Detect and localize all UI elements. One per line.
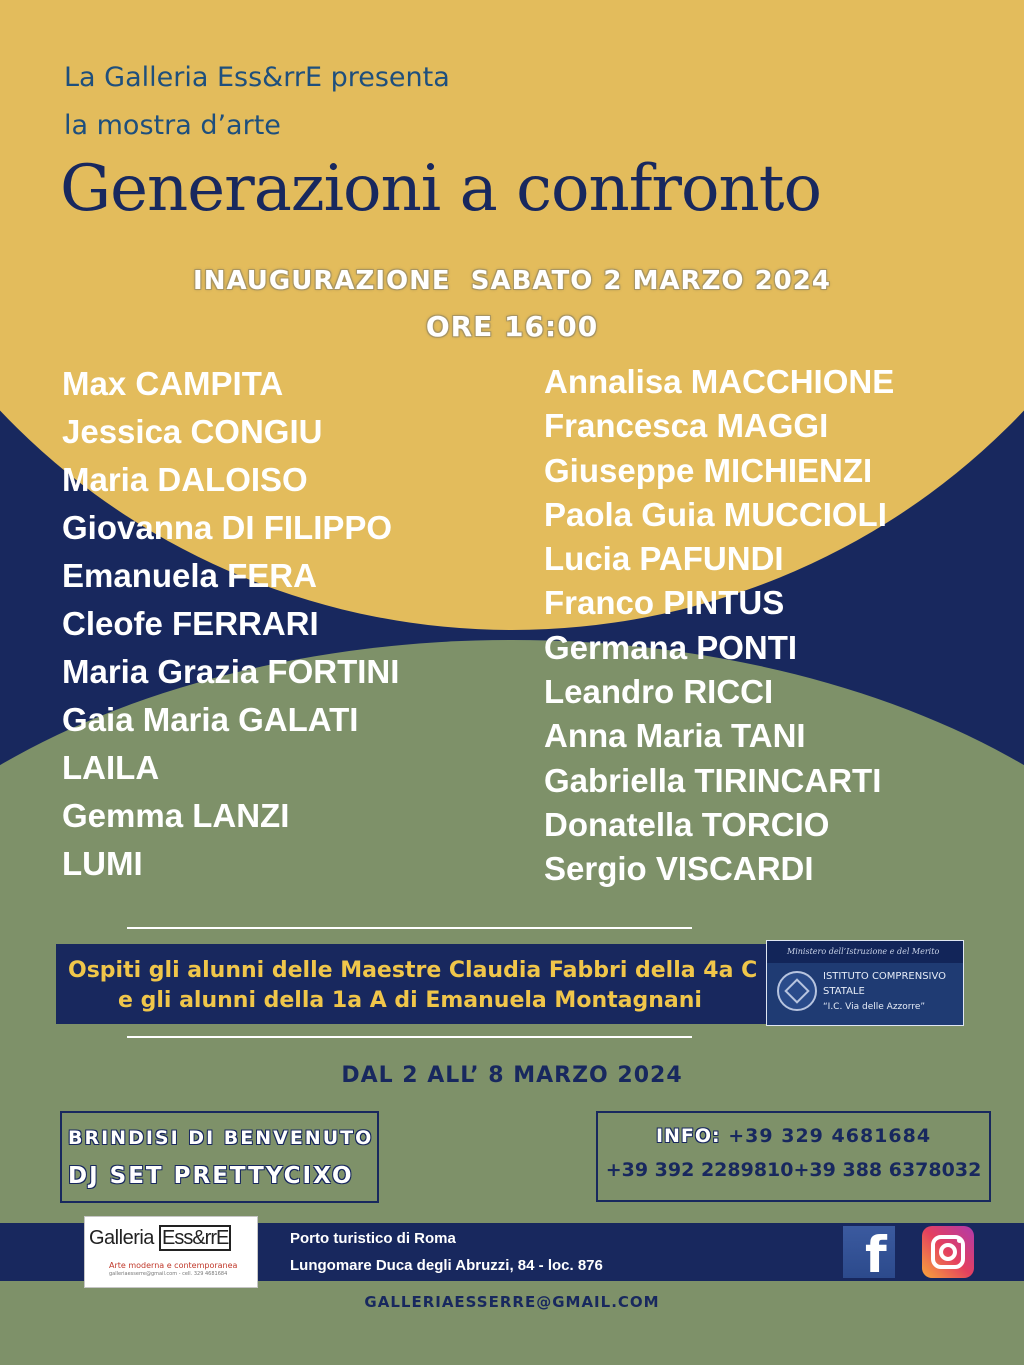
school-name-line-3: “I.C. Via delle Azzorre” [823,1002,926,1012]
guests-banner [56,944,766,1024]
info-phone-1: +39 329 4681684 [728,1125,932,1147]
artist-name: Emanuela FERA [62,557,317,594]
exhibition-title: Generazioni a confronto [60,152,821,226]
artist-name: Francesca MAGGI [544,407,829,445]
logo-contacts: galleriaesserre@gmail.com - cell. 329 4681684 [109,1271,228,1277]
school-badge [766,940,964,1026]
ministry-header: Ministero dell’Istruzione e del Merito [767,941,963,963]
events-box [60,1111,379,1203]
instagram-icon[interactable] [922,1226,974,1278]
guests-line-1: Ospiti gli alunni delle Maestre Claudia Fabbri della 4a C [68,958,758,983]
inauguration-date: SABATO 2 MARZO 2024 [470,266,831,296]
logo-name-part-1: Galleria [89,1227,159,1249]
address-line-2: Lungomare Duca degli Abruzzi, 84 - loc. 876 [290,1257,603,1274]
artist-name: Gemma LANZI [62,797,290,834]
artist-name: LAILA [62,749,160,786]
info-line-1 [598,1125,989,1147]
info-label: INFO: [655,1125,721,1147]
inauguration-time: ORE 16:00 [425,310,599,343]
dj-set: DJ SET PRETTYCIXO [68,1163,354,1189]
inauguration-line [0,266,1024,296]
artist-name: Paola Guia MUCCIOLI [544,495,887,533]
artist-name: Annalisa MACCHIONE [544,363,895,400]
artist-name: Cleofe FERRARI [62,605,319,642]
artist-name: Franco PINTUS [544,584,785,622]
facebook-icon[interactable] [843,1226,895,1284]
intro-line-1: La Galleria Ess&rrE presenta [64,62,450,93]
exhibition-dates: DAL 2 ALL’ 8 MARZO 2024 [341,1063,683,1088]
school-name-line-1: ISTITUTO COMPRENSIVO [823,971,947,982]
artist-name: Gaia Maria GALATI [62,701,359,738]
artist-name: Max CAMPITA [62,365,284,402]
info-box [596,1111,991,1202]
guests-line-2: e gli alunni della 1a A di Emanuela Montagnani [118,988,702,1013]
inauguration-label: INAUGURAZIONE [193,266,451,296]
gallery-logo [84,1216,258,1288]
email-link[interactable]: GALLERIAESSERRE@GMAIL.COM [364,1293,660,1311]
artist-name: Sergio VISCARDI [544,850,814,888]
artist-name: Giovanna DI FILIPPO [62,509,393,546]
artist-list-left [62,364,399,892]
artist-name: Germana PONTI [544,628,798,666]
welcome-toast: BRINDISI DI BENVENUTO [68,1127,374,1149]
logo-wordmark [89,1227,231,1250]
intro-line-2: la mostra d’arte [64,110,281,141]
artist-name: Leandro RICCI [544,673,774,711]
artist-list-right [544,362,894,894]
republic-emblem-icon [777,971,817,1011]
artist-name: Maria DALOISO [62,461,308,498]
artist-name: Lucia PAFUNDI [544,540,784,578]
divider-top [127,927,692,929]
artist-name: Donatella TORCIO [544,805,830,843]
info-phones: +39 392 2289810+39 388 6378032 [605,1159,982,1181]
artist-name: Giuseppe MICHIENZI [544,451,873,489]
facebook-glyph: f [865,1226,887,1284]
divider-bottom [127,1036,692,1038]
artist-name: LUMI [62,845,143,882]
logo-name-part-2: Ess&rrE [159,1225,231,1251]
logo-tagline: Arte moderna e contemporanea [109,1261,238,1270]
instagram-dot-icon [957,1238,962,1243]
address-line-1: Porto turistico di Roma [290,1230,456,1247]
instagram-lens-icon [939,1243,957,1261]
school-name-line-2: STATALE [823,986,865,997]
artist-name: Gabriella TIRINCARTI [544,761,882,799]
artist-name: Jessica CONGIU [62,413,323,450]
artist-name: Maria Grazia FORTINI [62,653,400,690]
artist-name: Anna Maria TANI [544,717,806,755]
